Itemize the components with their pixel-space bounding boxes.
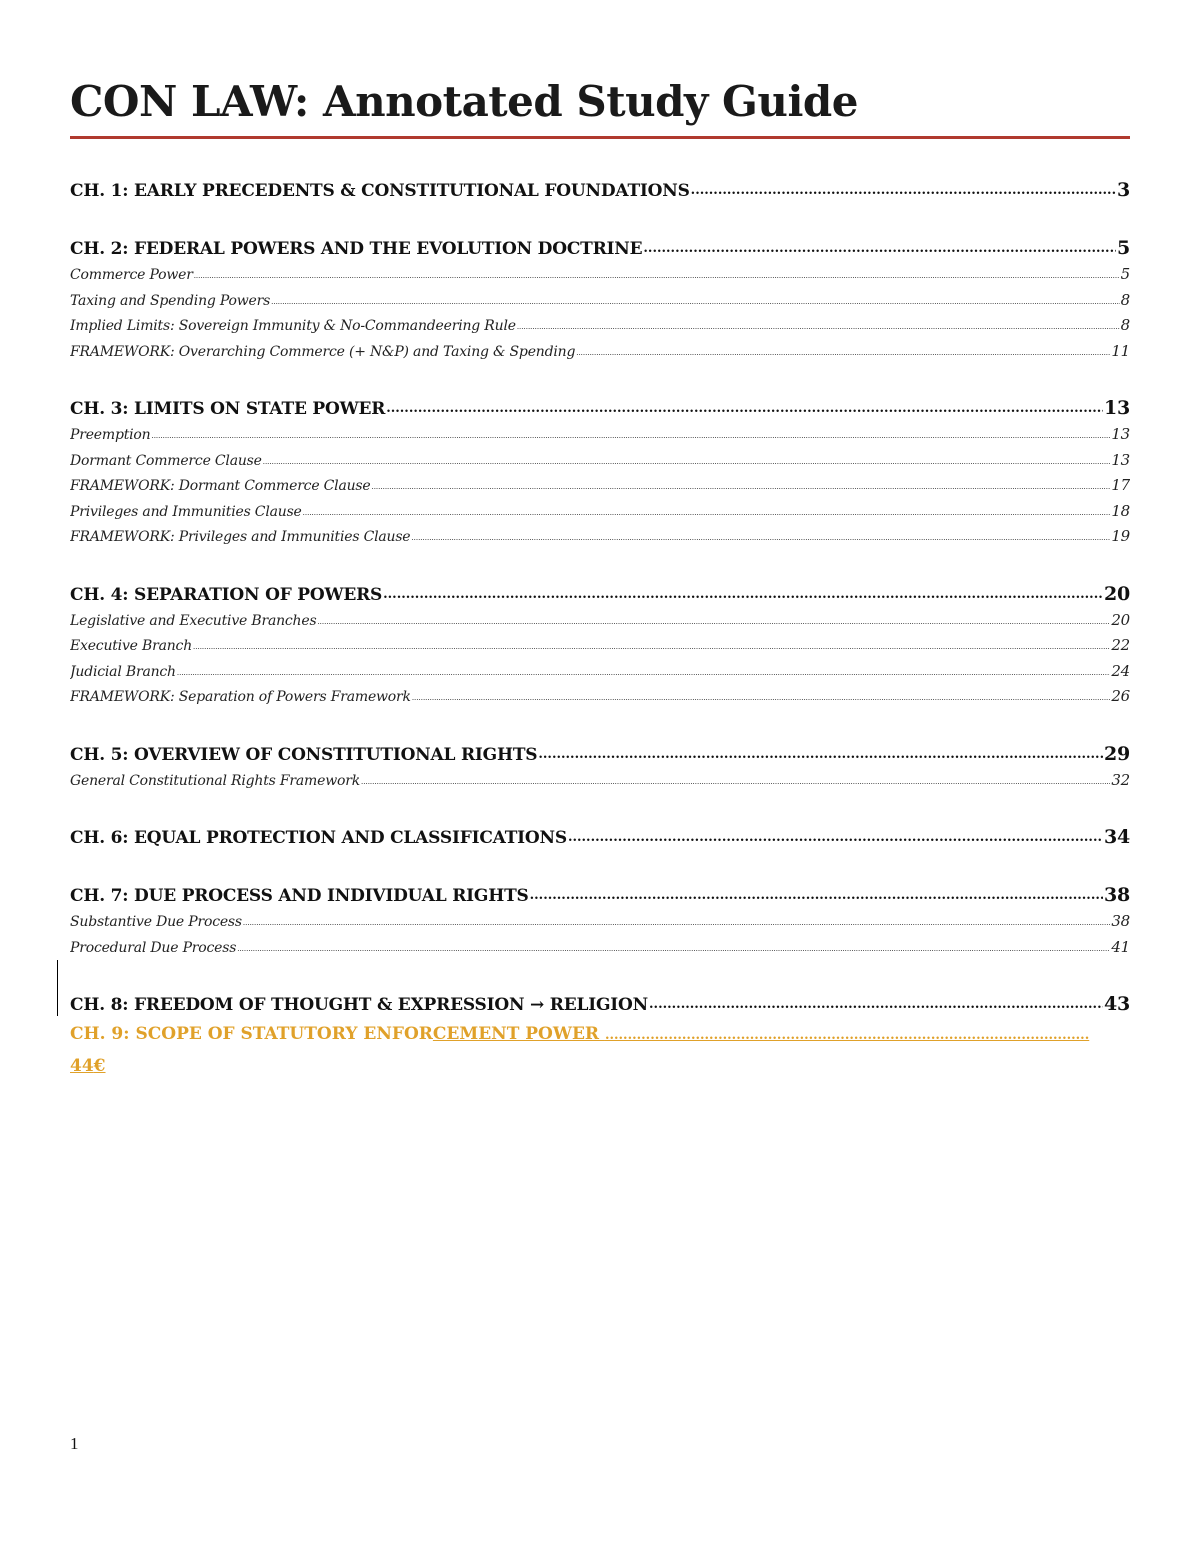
- dot-leader: [271, 291, 1120, 314]
- toc-page-number: 8: [1120, 290, 1130, 309]
- toc-section-label: FRAMEWORK: Overarching Commerce (+ N&P) and Taxing & Spending: [70, 343, 576, 360]
- toc-page-number: 17: [1111, 476, 1130, 494]
- dot-leader: [643, 237, 1116, 261]
- toc-chapter-label-part: RELIGION: [549, 995, 649, 1015]
- toc-section[interactable]: [70, 525, 1130, 551]
- toc-chapter-label: CH. 6: EQUAL PROTECTION AND CLASSIFICATIONS: [70, 828, 567, 848]
- toc-chapter-9-tracked-change[interactable]: [70, 1019, 1130, 1081]
- toc-section-label: Judicial Branch: [70, 663, 176, 680]
- dot-leader: [371, 476, 1110, 499]
- toc-section[interactable]: [70, 634, 1130, 660]
- toc-page-number: 26: [1111, 687, 1130, 705]
- toc-chapter-8[interactable]: [70, 992, 1130, 1019]
- table-of-contents: [70, 178, 1130, 1081]
- toc-page-number: 32: [1111, 770, 1130, 789]
- toc-chapter-2[interactable]: [70, 236, 1130, 263]
- dot-leader: [193, 636, 1110, 659]
- toc-section-label: Commerce Power: [70, 267, 193, 283]
- dot-leader: [361, 771, 1110, 794]
- toc-chapter-label: CH. 4: SEPARATION OF POWERS: [70, 584, 383, 605]
- dot-leader: [243, 912, 1110, 935]
- toc-chapter-6[interactable]: [70, 825, 1130, 852]
- toc-section[interactable]: [70, 474, 1130, 500]
- toc-page-number: 18: [1111, 501, 1130, 520]
- dot-leader: [530, 884, 1103, 908]
- toc-chapter-3[interactable]: [70, 396, 1130, 423]
- title-divider: [70, 136, 1130, 139]
- toc-section[interactable]: [70, 263, 1130, 289]
- toc-page-number: 5: [1116, 237, 1130, 259]
- tracked-change-mark: €: [93, 1056, 106, 1076]
- dot-leader: [237, 938, 1110, 961]
- footer-page-number: 1: [70, 1434, 79, 1453]
- toc-section-label: Privileges and Immunities Clause: [70, 503, 302, 520]
- toc-section-label: Substantive Due Process: [70, 914, 242, 930]
- toc-chapter-label: [70, 993, 648, 1017]
- toc-page-number: 34: [1103, 826, 1130, 848]
- toc-section[interactable]: [70, 769, 1130, 795]
- dot-leader: [691, 179, 1116, 203]
- dot-leader: [517, 316, 1120, 339]
- toc-section-label: Legislative and Executive Branches: [70, 612, 317, 629]
- dot-leader: [538, 743, 1103, 767]
- toc-chapter-label: CH. 3: LIMITS ON STATE POWER: [70, 399, 386, 419]
- toc-page-number: 29: [1103, 742, 1130, 765]
- toc-section-label: Executive Branch: [70, 638, 193, 654]
- toc-page-number: 13: [1111, 450, 1130, 469]
- toc-page-number: 20: [1103, 582, 1130, 605]
- toc-page-number: 44: [70, 1056, 94, 1076]
- toc-page-number: 38: [1111, 912, 1130, 930]
- toc-page-number: 43: [1103, 993, 1130, 1015]
- toc-section[interactable]: [70, 609, 1130, 635]
- toc-chapter-label: CH. 1: EARLY PRECEDENTS & CONSTITUTIONAL FOUNDATIONS: [70, 181, 690, 201]
- toc-section-label: Preemption: [70, 427, 151, 443]
- dot-leader: [383, 583, 1103, 607]
- toc-chapter-label: CH. 9: SCOPE OF STATUTORY ENFOR: [70, 1024, 433, 1044]
- toc-section-label: FRAMEWORK: Privileges and Immunities Clause: [70, 529, 411, 545]
- toc-page-number: 11: [1111, 341, 1130, 360]
- toc-section[interactable]: [70, 340, 1130, 366]
- toc-section[interactable]: [70, 685, 1130, 711]
- toc-page-number: 13: [1111, 425, 1130, 443]
- dot-leader: [303, 502, 1111, 525]
- toc-section-label: Dormant Commerce Clause: [70, 452, 262, 469]
- toc-chapter-label-inserted: CEMENT POWER: [432, 1024, 605, 1044]
- toc-chapter-label: CH. 7: DUE PROCESS AND INDIVIDUAL RIGHTS: [70, 886, 529, 906]
- toc-section[interactable]: [70, 289, 1130, 315]
- tracked-change-bar: [57, 960, 58, 1016]
- toc-page-number: 8: [1120, 316, 1130, 334]
- toc-section-label: General Constitutional Rights Framework: [70, 772, 361, 789]
- toc-section[interactable]: [70, 314, 1130, 340]
- dot-leader: [412, 687, 1110, 710]
- dot-leader: [317, 611, 1110, 634]
- toc-page-number: 20: [1111, 610, 1130, 629]
- toc-section[interactable]: [70, 660, 1130, 686]
- toc-page-number: 24: [1111, 661, 1130, 680]
- toc-page-number-line: [70, 1051, 1130, 1081]
- toc-chapter-1[interactable]: [70, 178, 1130, 205]
- toc-section[interactable]: [70, 449, 1130, 475]
- toc-section[interactable]: [70, 910, 1130, 936]
- toc-section-label: Taxing and Spending Powers: [70, 292, 271, 309]
- dot-leader: [649, 993, 1103, 1017]
- toc-section[interactable]: [70, 500, 1130, 526]
- toc-page-number: 5: [1120, 265, 1130, 283]
- toc-page-number: 22: [1111, 636, 1130, 654]
- toc-chapter-label: CH. 5: OVERVIEW OF CONSTITUTIONAL RIGHTS: [70, 744, 538, 765]
- toc-section[interactable]: [70, 423, 1130, 449]
- toc-section-label: FRAMEWORK: Separation of Powers Framework: [70, 689, 411, 705]
- toc-section-label: Procedural Due Process: [70, 939, 237, 956]
- toc-section-label: Implied Limits: Sovereign Immunity & No-Commandeering Rule: [70, 318, 516, 334]
- toc-chapter-5[interactable]: [70, 742, 1130, 769]
- toc-section[interactable]: [70, 936, 1130, 962]
- toc-page-number: 13: [1103, 397, 1130, 419]
- toc-page-number: 41: [1111, 937, 1130, 956]
- dot-leader: [177, 662, 1110, 685]
- toc-page-number: 38: [1103, 884, 1130, 906]
- dot-leader: [263, 451, 1111, 474]
- dot-leader: [576, 342, 1110, 365]
- dot-leader: [411, 527, 1110, 550]
- toc-page-number: 3: [1116, 179, 1130, 201]
- dot-leader: [194, 265, 1120, 288]
- dot-leader: [568, 826, 1103, 850]
- toc-section-label: FRAMEWORK: Dormant Commerce Clause: [70, 478, 371, 494]
- dot-leader: [151, 425, 1110, 448]
- arrow-right-icon: →: [530, 995, 545, 1015]
- toc-chapter-4[interactable]: [70, 582, 1130, 609]
- toc-chapter-label: CH. 2: FEDERAL POWERS AND THE EVOLUTION DOCTRINE: [70, 239, 643, 259]
- toc-page-number: 19: [1111, 527, 1130, 545]
- page-title: CON LAW: Annotated Study Guide: [70, 77, 859, 126]
- toc-chapter-7[interactable]: [70, 883, 1130, 910]
- dot-leader: ...........................................................................................................: [604, 1028, 1090, 1043]
- dot-leader: [386, 397, 1103, 421]
- toc-chapter-label-part: CH. 8: FREEDOM OF THOUGHT & EXPRESSION: [70, 995, 525, 1015]
